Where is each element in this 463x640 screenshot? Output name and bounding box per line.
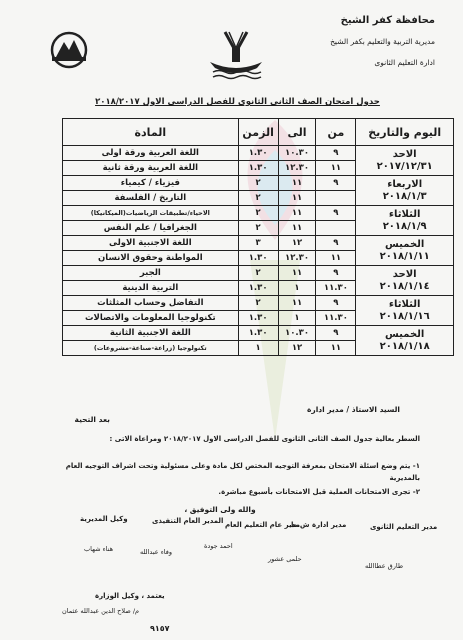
signature-name-3: احمد جودة xyxy=(204,542,233,550)
duration-cell: ١.٣٠ xyxy=(238,326,278,341)
from-time-cell: ١١ xyxy=(316,341,356,356)
to-time-cell: ١٢.٣٠ xyxy=(278,161,316,176)
day-name: الخميس xyxy=(385,328,425,340)
subject-cell: اللغة الاجنبية الاولى xyxy=(63,236,239,251)
to-time-cell: ١١ xyxy=(278,296,316,311)
regards-text: بعد التحية xyxy=(74,415,110,424)
subject-cell: التاريخ / الفلسفة xyxy=(63,191,239,206)
day-name: الاحد xyxy=(392,148,417,160)
subject-cell: الاحياء/تطبيقات الرياضيات(الميكانيكا) xyxy=(63,206,239,221)
administration-name: ادارة التعليم الثانوى xyxy=(374,58,435,67)
ministry-logo xyxy=(46,30,92,70)
duration-cell: ١.٣٠ xyxy=(238,161,278,176)
day-date-cell xyxy=(356,206,454,236)
exam-date: ٢٠١٨/١/١٤ xyxy=(379,280,430,292)
table-row xyxy=(63,146,454,161)
subject-cell: التربية الدينية xyxy=(63,281,239,296)
day-name: الثلاثاء xyxy=(388,208,421,220)
table-row xyxy=(63,326,454,341)
from-time-cell: ٩ xyxy=(316,266,356,281)
to-time-cell: ١١ xyxy=(278,176,316,191)
day-date-cell xyxy=(356,236,454,266)
to-time-cell: ١١ xyxy=(278,221,316,236)
subject-cell: فيزياء / كيمياء xyxy=(63,176,239,191)
from-time-cell: ٩ xyxy=(316,326,356,341)
from-time-cell xyxy=(316,191,356,206)
from-time-cell: ١١ xyxy=(316,251,356,266)
signature-name-5: هناء شهاب xyxy=(84,545,114,553)
from-time-cell: ٩ xyxy=(316,236,356,251)
day-name: الاحد xyxy=(392,268,417,280)
duration-cell: ٣ xyxy=(238,236,278,251)
signature-title-5: وكيل المديرية xyxy=(80,515,128,523)
to-time-cell: ١٢.٣٠ xyxy=(278,251,316,266)
to-time-cell: ١١ xyxy=(278,206,316,221)
from-time-cell: ٩ xyxy=(316,146,356,161)
duration-cell: ١.٣٠ xyxy=(238,311,278,326)
schedule-title: جدول امتحان الصف الثانى الثانوى للفصل الدراسى الاول ٢٠١٨/٢٠١٧ xyxy=(95,97,380,107)
subject-cell: اللغة العربية ورقة اولى xyxy=(63,146,239,161)
to-time-cell: ١١ xyxy=(278,191,316,206)
from-time-cell: ١١.٣٠ xyxy=(316,311,356,326)
reference-number: ٩١٥٧ xyxy=(150,624,170,633)
subject-cell: تكنولوجيا المعلومات والاتصالات xyxy=(63,311,239,326)
subject-cell: التفاضل وحساب المثلثات xyxy=(63,296,239,311)
instruction-2: ٢- تجرى الامتحانات العملية قبل الامتحانات بأسبوع مباشرة. xyxy=(218,488,420,496)
signature-name-4: وفاء عبدالله xyxy=(140,548,173,556)
instruction-1: ١- يتم وضع اسئلة الامتحان بمعرفة التوجيه المختص لكل مادة وعلى مسئولية وتحت اشراف التوجيه العام بالمديرية xyxy=(65,462,420,482)
to-time-cell: ١١ xyxy=(278,266,316,281)
duration-cell: ٢ xyxy=(238,176,278,191)
header-subject: المادة xyxy=(63,119,239,146)
subject-cell: المواطنة وحقوق الانسان xyxy=(63,251,239,266)
duration-cell: ١.٣٠ xyxy=(238,281,278,296)
duration-cell: ٢ xyxy=(238,221,278,236)
day-name: الاربعاء xyxy=(387,178,423,190)
to-time-cell: ١٢ xyxy=(278,236,316,251)
to-time-cell: ١٠.٣٠ xyxy=(278,146,316,161)
undersecretary-name: م/ صلاح الدين عبدالله عثمان xyxy=(62,607,140,615)
signature-title-4: المدير العام التنفيذى xyxy=(152,517,224,525)
directorate-emblem xyxy=(205,28,267,80)
table-header-row xyxy=(63,119,454,146)
day-date-cell xyxy=(356,176,454,206)
day-date-cell xyxy=(356,266,454,296)
subject-cell: اللغة الاجنبية الثانية xyxy=(63,326,239,341)
signature-name-1: طارق عطاالله xyxy=(365,562,404,570)
duration-cell: ٢ xyxy=(238,191,278,206)
table-row xyxy=(63,296,454,311)
duration-cell: ٢ xyxy=(238,296,278,311)
to-time-cell: ١ xyxy=(278,281,316,296)
duration-cell: ٢ xyxy=(238,206,278,221)
signature-name-2: حلمى عشور xyxy=(268,555,302,563)
exam-date: ٢٠١٨/١/١٦ xyxy=(379,310,430,322)
signature-title-2: مدير ادارة ش.ط xyxy=(290,521,347,529)
table-row xyxy=(63,206,454,221)
letterhead xyxy=(285,10,435,73)
closing-text: والله ولى التوفيق ، xyxy=(184,505,256,514)
day-date-cell xyxy=(356,146,454,176)
undersecretary-title: يعتمد ، وكيل الوزارة xyxy=(95,592,165,600)
header-to: الى xyxy=(278,119,316,146)
governorate-name: محافظة كفر الشيخ xyxy=(340,15,435,26)
to-time-cell: ١٢ xyxy=(278,341,316,356)
from-time-cell: ١١ xyxy=(316,161,356,176)
exam-date: ٢٠١٨/١/١١ xyxy=(379,250,430,262)
header-day-date: اليوم والتاريخ xyxy=(356,119,454,146)
from-time-cell: ٩ xyxy=(316,176,356,191)
table-row xyxy=(63,176,454,191)
duration-cell: ١ xyxy=(238,341,278,356)
signature-title-3: مدير عام التعليم العام xyxy=(225,521,300,529)
from-time-cell xyxy=(316,221,356,236)
from-time-cell: ١١.٣٠ xyxy=(316,281,356,296)
subject-cell: اللغة العربية ورقة ثانية xyxy=(63,161,239,176)
day-name: الثلاثاء xyxy=(388,298,421,310)
day-date-cell xyxy=(356,326,454,356)
subject-cell: الجغرافيا / علم النفس xyxy=(63,221,239,236)
duration-cell: ١.٣٠ xyxy=(238,146,278,161)
exam-date: ٢٠١٧/١٢/٣١ xyxy=(376,160,433,172)
table-row xyxy=(63,266,454,281)
subject-cell: تكنولوجيا (زراعة-صناعة-مشروعات) xyxy=(63,341,239,356)
duration-cell: ١.٣٠ xyxy=(238,251,278,266)
intro-text: السطر بعالية جدول الصف الثانى الثانوى للفصل الدراسى الاول ٢٠١٨/٢٠١٧ ومراعاة الاتى : xyxy=(109,435,420,443)
exam-date: ٢٠١٨/١/١٨ xyxy=(379,340,430,352)
from-time-cell: ٩ xyxy=(316,206,356,221)
to-time-cell: ١٠.٣٠ xyxy=(278,326,316,341)
header-from: من xyxy=(316,119,356,146)
to-time-cell: ١ xyxy=(278,311,316,326)
from-time-cell: ٩ xyxy=(316,296,356,311)
header-duration: الزمن xyxy=(238,119,278,146)
signature-title-1: مدير التعليم الثانوى xyxy=(370,523,438,531)
day-date-cell xyxy=(356,296,454,326)
exam-date: ٢٠١٨/١/٩ xyxy=(382,220,427,232)
directorate-name: مديرية التربية والتعليم بكفر الشيخ xyxy=(330,37,435,46)
day-name: الخميس xyxy=(385,238,425,250)
addressee-text: السيد الاستاذ / مدير ادارة xyxy=(306,405,400,414)
duration-cell: ٢ xyxy=(238,266,278,281)
subject-cell: الجبر xyxy=(63,266,239,281)
table-row xyxy=(63,236,454,251)
exam-schedule-table xyxy=(62,118,454,356)
exam-date: ٢٠١٨/١/٣ xyxy=(382,190,427,202)
